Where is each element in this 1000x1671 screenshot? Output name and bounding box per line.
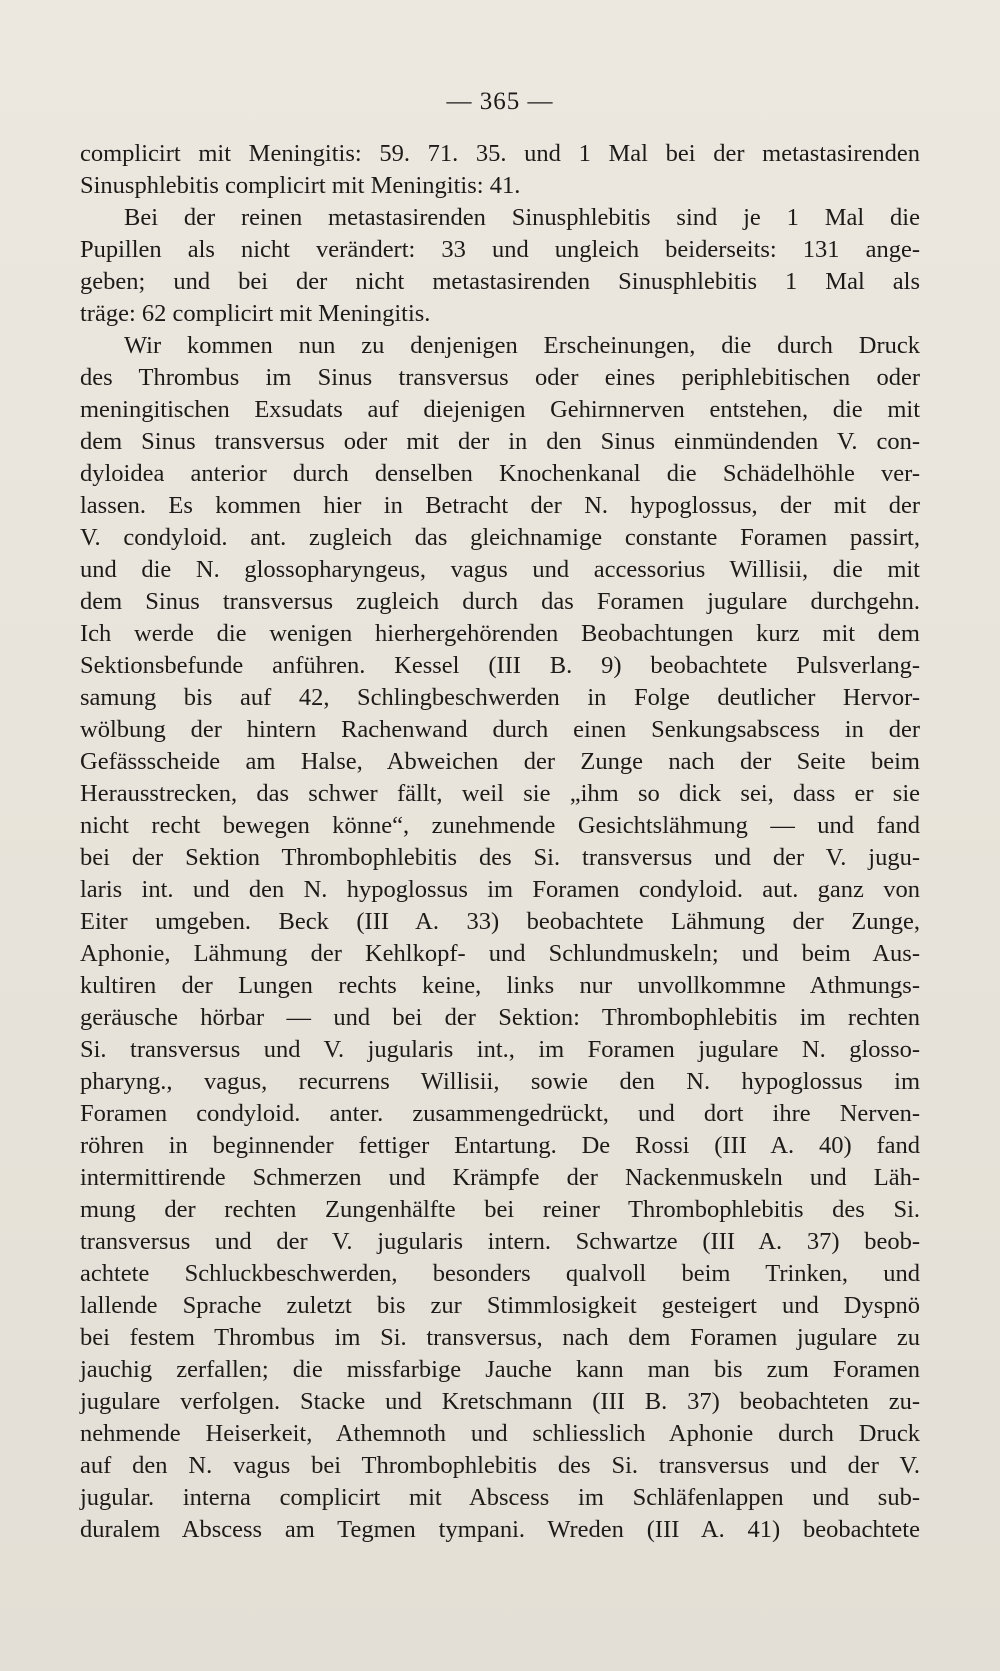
text-line: und die N. glossopharyngeus, vagus und accessorius Willisii, die mit: [80, 556, 920, 583]
text-line: geräusche hörbar — und bei der Sektion: Thrombophlebitis im rechten: [80, 1004, 920, 1031]
text-line: bei festem Thrombus im Si. transversus, nach dem Foramen jugulare zu: [80, 1324, 920, 1351]
text-line: complicirt mit Meningitis: 59. 71. 35. und 1 Mal bei der metastasirenden: [80, 140, 920, 167]
text-line: Gefässscheide am Halse, Abweichen der Zunge nach der Seite beim: [80, 748, 920, 775]
text-line: wölbung der hintern Rachenwand durch einen Senkungsabscess in der: [80, 716, 920, 743]
text-line: achtete Schluckbeschwerden, besonders qualvoll beim Trinken, und: [80, 1260, 920, 1287]
text-line: Bei der reinen metastasirenden Sinusphlebitis sind je 1 Mal die: [124, 204, 920, 231]
text-line: dem Sinus transversus zugleich durch das Foramen jugulare durchgehn.: [80, 588, 920, 615]
text-line: transversus und der V. jugularis intern. Schwartze (III A. 37) beob-: [80, 1228, 920, 1255]
text-line: meningitischen Exsudats auf diejenigen Gehirnnerven entstehen, die mit: [80, 396, 920, 423]
text-line: jugular. interna complicirt mit Abscess im Schläfenlappen und sub-: [80, 1484, 920, 1511]
text-line: Si. transversus und V. jugularis int., im Foramen jugulare N. glosso-: [80, 1036, 920, 1063]
text-line: Foramen condyloid. anter. zusammengedrückt, und dort ihre Nerven-: [80, 1100, 920, 1127]
text-line: mung der rechten Zungenhälfte bei reiner Thrombophlebitis des Si.: [80, 1196, 920, 1223]
text-line: jauchig zerfallen; die missfarbige Jauche kann man bis zum Foramen: [80, 1356, 920, 1383]
text-line: träge: 62 complicirt mit Meningitis.: [80, 300, 431, 327]
text-line: Eiter umgeben. Beck (III A. 33) beobachtete Lähmung der Zunge,: [80, 908, 920, 935]
text-line: geben; und bei der nicht metastasirenden Sinusphlebitis 1 Mal als: [80, 268, 920, 295]
text-line: bei der Sektion Thrombophlebitis des Si. transversus und der V. jugu-: [80, 844, 920, 871]
body-text: [80, 138, 920, 1546]
text-line: dyloidea anterior durch denselben Knochenkanal die Schädelhöhle ver-: [80, 460, 920, 487]
text-line: kultiren der Lungen rechts keine, links nur unvollkommne Athmungs-: [80, 972, 920, 999]
text-line: Herausstrecken, das schwer fällt, weil sie „ihm so dick sei, dass er sie: [80, 780, 920, 807]
text-line: Wir kommen nun zu denjenigen Erscheinungen, die durch Druck: [124, 332, 920, 359]
text-line: jugulare verfolgen. Stacke und Kretschmann (III B. 37) beobachteten zu-: [80, 1388, 920, 1415]
text-line: Ich werde die wenigen hierhergehörenden Beobachtungen kurz mit dem: [80, 620, 920, 647]
text-line: nicht recht bewegen könne“, zunehmende Gesichtslähmung — und fand: [80, 812, 920, 839]
text-line: des Thrombus im Sinus transversus oder eines periphlebitischen oder: [80, 364, 920, 391]
text-line: auf den N. vagus bei Thrombophlebitis des Si. transversus und der V.: [80, 1452, 920, 1479]
page-number: — 365 —: [446, 88, 554, 115]
text-line: Pupillen als nicht verändert: 33 und ungleich beiderseits: 131 ange-: [80, 236, 920, 263]
text-line: intermittirende Schmerzen und Krämpfe der Nackenmuskeln und Läh-: [80, 1164, 920, 1191]
text-line: lallende Sprache zuletzt bis zur Stimmlosigkeit gesteigert und Dyspnö: [80, 1292, 920, 1319]
text-line: lassen. Es kommen hier in Betracht der N. hypoglossus, der mit der: [80, 492, 920, 519]
text-line: Sektionsbefunde anführen. Kessel (III B. 9) beobachtete Pulsverlang-: [80, 652, 920, 679]
text-line: dem Sinus transversus oder mit der in den Sinus einmündenden V. con-: [80, 428, 920, 455]
text-line: nehmende Heiserkeit, Athemnoth und schliesslich Aphonie durch Druck: [80, 1420, 920, 1447]
text-line: Aphonie, Lähmung der Kehlkopf- und Schlundmuskeln; und beim Aus-: [80, 940, 920, 967]
text-line: duralem Abscess am Tegmen tympani. Wreden (III A. 41) beobachtete: [80, 1516, 920, 1543]
text-line: Sinusphlebitis complicirt mit Meningitis: 41.: [80, 172, 521, 199]
text-line: samung bis auf 42, Schlingbeschwerden in Folge deutlicher Hervor-: [80, 684, 920, 711]
text-line: röhren in beginnender fettiger Entartung. De Rossi (III A. 40) fand: [80, 1132, 920, 1159]
text-line: V. condyloid. ant. zugleich das gleichnamige constante Foramen passirt,: [80, 524, 920, 551]
text-line: pharyng., vagus, recurrens Willisii, sowie den N. hypoglossus im: [80, 1068, 920, 1095]
text-line: laris int. und den N. hypoglossus im Foramen condyloid. aut. ganz von: [80, 876, 920, 903]
